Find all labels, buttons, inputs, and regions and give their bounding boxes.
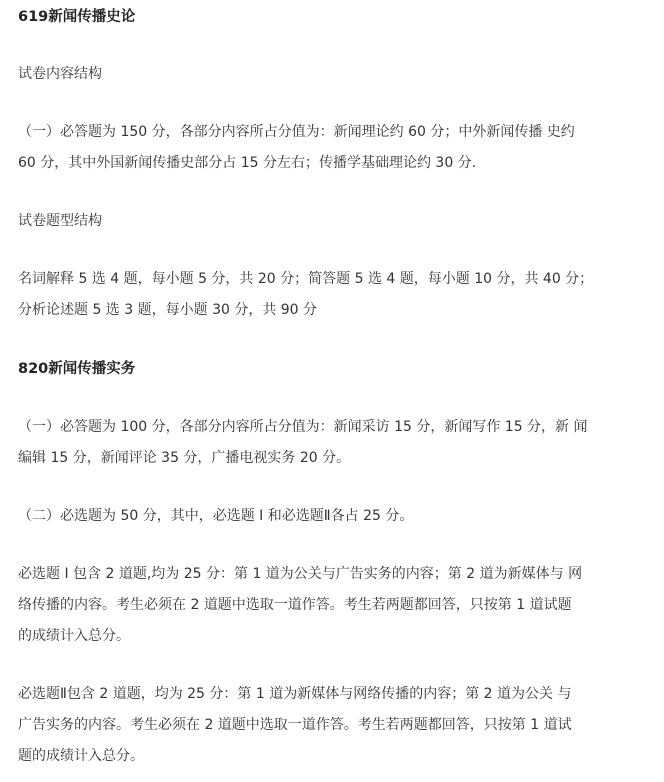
paragraph-line: 题的成绩计入总分。 xyxy=(18,748,144,764)
section-820-title: 820新闻传播实务 xyxy=(18,361,136,377)
paragraph-line: 络传播的内容。考生必须在 2 道题中选取一道作答。考生若两题都回答，只按第 1 道试题 xyxy=(18,597,572,613)
paragraph-line: 广告实务的内容。考生必须在 2 道题中选取一道作答。考生若两题都回答，只按第 1 道试 xyxy=(18,717,572,733)
paragraph-line: （一）必答题为 150 分，各部分内容所占分值为：新闻理论约 60 分；中外新闻传播 史约 xyxy=(18,124,575,140)
paragraph-line: 必选题Ⅱ包含 2 道题，均为 25 分：第 1 道为新媒体与网络传播的内容；第 2 道为公关 与 xyxy=(18,686,572,702)
paragraph-line: 分析论述题 5 选 3 题，每小题 30 分，共 90 分 xyxy=(18,302,318,318)
question-type-heading: 试卷题型结构 xyxy=(18,213,102,229)
section-619-title: 619新闻传播史论 xyxy=(18,9,136,25)
paragraph-line: 名词解释 5 选 4 题，每小题 5 分，共 20 分；简答题 5 选 4 题，每小题 10 分，共 40 分； xyxy=(18,271,594,287)
paragraph-line: 60 分，其中外国新闻传播史部分占 15 分左右；传播学基础理论约 30 分. xyxy=(18,155,477,171)
content-structure-heading: 试卷内容结构 xyxy=(18,66,102,82)
paragraph-line: （一）必答题为 100 分，各部分内容所占分值为：新闻采访 15 分，新闻写作 15 分，新 闻 xyxy=(18,419,588,435)
paragraph-line: 编辑 15 分，新闻评论 35 分，广播电视实务 20 分。 xyxy=(18,450,351,466)
paragraph-line: 的成绩计入总分。 xyxy=(18,628,130,644)
paragraph-line: 必选题 I 包含 2 道题,均为 25 分：第 1 道为公关与广告实务的内容；第 2 道为新媒体与 网 xyxy=(18,566,583,582)
elective-paragraph: （二）必选题为 50 分，其中，必选题 I 和必选题Ⅱ各占 25 分。 xyxy=(18,508,414,524)
